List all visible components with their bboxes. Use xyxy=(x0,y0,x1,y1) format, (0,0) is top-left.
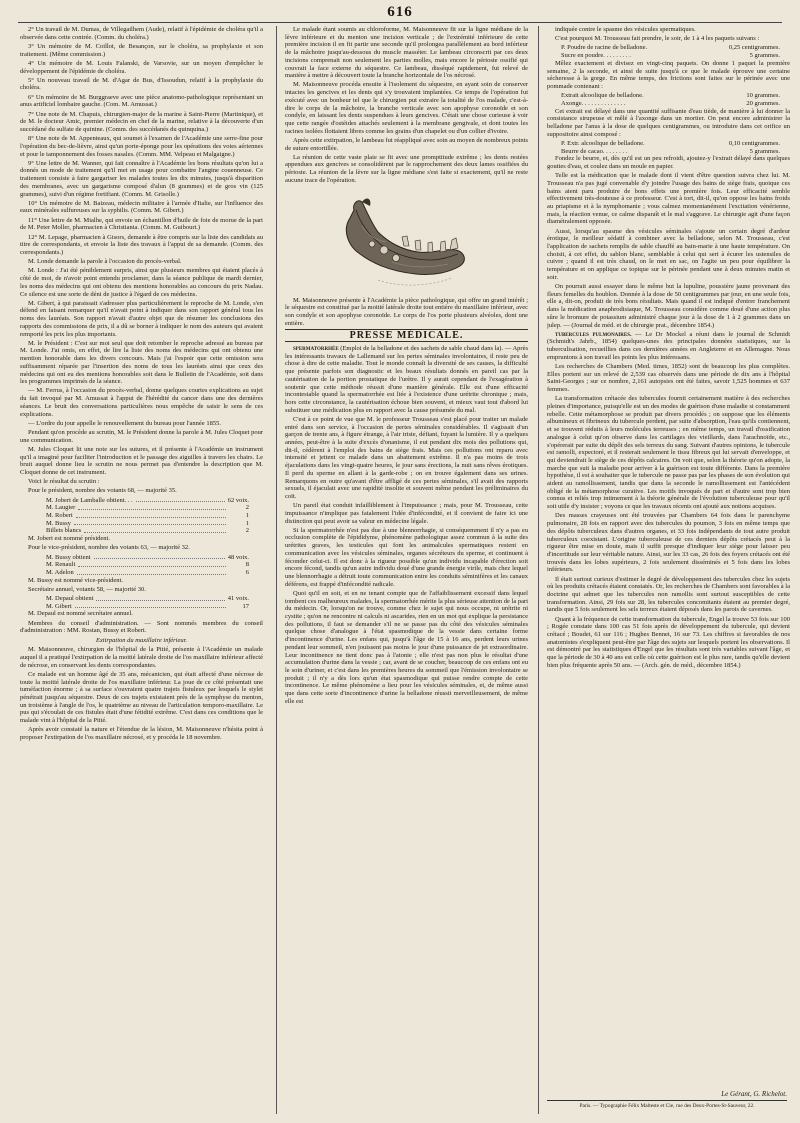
paragraph: 7° Une note de M. Chapuis, chirurgien-major de la marine à Saint-Pierre (Martinique), et de M. le docteur Amic, premier médecin en chef de la marine, relative à la découverte d'un succédané du sulfate de quinine. (Comm. des succédanés du quinquina.) xyxy=(20,110,263,133)
paragraph: 4° Un mémoire de M. Louis Falanski, de Varsovie, sur un moyen d'empêcher le développement de l'épidémie de choléra. xyxy=(20,59,263,75)
paragraph: M. Depaul est nommé secrétaire annuel. xyxy=(28,610,133,618)
vote-row xyxy=(20,603,263,611)
column-2 xyxy=(285,26,528,1116)
formula-line xyxy=(547,52,790,60)
paragraph: indiquée contre le spasme des vésicules spermatiques. xyxy=(555,26,696,33)
vote-count: 41 voix. xyxy=(227,595,249,603)
paragraph xyxy=(547,331,790,362)
formula-dose: 5 grammes. xyxy=(749,52,780,60)
vote-name: Billets blancs xyxy=(46,527,82,535)
paragraph: C'est à ce point de vue que M. le professeur Trousseau s'est placé pour traiter un malade entré dans son service, à l'occasion de pertes séminales considérables. Il s'agissait d'un garçon de trente ans, à figure étrange, à l'air triste, défiant, fuyant la lumière. Il y a quelques années, peut-être à la suite d'excès d'onanisme, il eut pendant dix mois des pollutions qui, dit-il, cédèrent à l'emploi des bains de siège frais. Mais ces pollutions ont reparu avec intensité et jettent ce malade dans un abattement extrême. Il n'a pas moins de trois éjaculations dans les vingt-quatre heures, le jour sans érections, la nuit sans rêves érotiques. Il perd du sperme en allant à la garde-robe ; on en trouve également dans ses urines. Remarquons en outre qu'avant d'être affligé de ces pertes séminales, s'il avait des rapports sexuels, il éjaculait avec une rapidité insolite et souvent même pendant les préliminaires du coït. xyxy=(285,415,528,500)
formula-dose: 5 grammes. xyxy=(749,147,780,155)
paragraph: Le malade étant soumis au chloroforme, M. Maisonneuve fit sur la ligne médiane de la lèvre inférieure et du menton une incision verticale ; de l'extrémité inférieure de cette première incision il en fit partir une seconde qu'il prolongea parallèlement au bord inférieur de la mâchoire jusqu'au-dessous du muscle masséter. Le lambeau circonscrit par ces deux incisions comprenait non seulement les parties molles, mais encore le périoste ossifié qui couvrait la face externe du séquestre. Ce lambeau, disséqué rapidement, fut relevé de manière à mettre à découvert toute la branche horizontale de l'os nécrosé. xyxy=(285,26,528,80)
article-text: (Emploi de la belladone et des sachets de sable chaud dans la). — Après les intéressants travaux de Lallemand sur les pertes séminales involontaires, il reste peu de chose à dire de cette maladie. Tout le monde connaît la diversité de ses causes, la difficulté que présente parfois son diagnostic et les beaux résultats donnés en pareil cas par la cautérisation de la portion prostatique de l'urètre. Il y aurait cependant de l'exagération à soutenir que cette méthode réussit d'une manière générale. Elle est d'une efficacité incontestable quand la spermatorrhée est liée à l'existence d'une urétrite chronique ; mais, hors cette circonstance, la cautérisation échoue bien souvent, et mieux vaut tout d'abord lui substituer une médication plus en rapport avec la cause présumée du mal. xyxy=(285,345,528,414)
paragraph: La réunion de cette vaste plaie se fit avec une promptitude extrême ; les dents restées appendues aux gencives se consolidèrent par le rapprochement des deux lames ossifiées du périoste. La réunion de la lèvre sur la ligne médiane s'est faite si exactement, qu'il ne reste aucune trace de l'opération. xyxy=(285,153,528,184)
formula-line xyxy=(547,92,790,100)
paragraph: 9° Une lettre de M. Wanner, qui fait connaître à l'Académie les bons résultats qu'on lui a donnés un mode de traitement qu'il met en usage pour combattre l'angine couenneuse. Ce traitement consiste à faire gargariser les malades toutes les dix minutes, jusqu'à disparition des membranes, avec un gargarisme composé d'alun (8 grammes) et de gros vin (125 grammes), suivi d'un régime fortifiant. (Comm. M. Grisolle.) xyxy=(20,159,263,198)
paragraph: M. Jobert est nommé président. xyxy=(28,535,110,543)
paragraph: M. Maisonneuve procéda ensuite à l'isolement du séquestre, en ayant soin de conserver intactes les gencives et les dents qui s'y trouvaient implantées. Ce temps de l'opération fut exécuté avec un bonheur tel que le chirurgien put extraire la totalité de l'os malade, c'est-à-dire le corps de la mâchoire, la branche verticale avec son apophyse coronoïde et son condyle, en laissant les dents suspendues à leurs gencives. C'était une chose curieuse à voir que cette rangée d'ostéides attachés seulement à la membrane gengivale, et dont toutes les racines isolées flottaient libres comme les grains d'un chapelet ou d'un collier d'ivoire. xyxy=(285,81,528,135)
paragraph: Il était surtout curieux d'estimer le degré de développement des tubercules chez les sujets où les produits crétacés étaient constatés. Or, les recherches de Chambers sont favorables à la doctrine qui admet que les tubercules non ramollis sont surtout susceptibles de cette transformation. Ainsi, 29 fois sur 28, les tubercules concomitants étaient au premier degré, tandis que 5 fois seulement les sels terreux étaient déposés dans les parois de cavernes. xyxy=(547,575,790,614)
paragraph xyxy=(285,345,528,414)
paragraph: Aussi, lorsqu'au spasme des vésicules séminales s'ajoute un certain degré d'ardeur érotique, le meilleur sédatif à combiner avec la belladone, selon M. Trousseau, c'est l'application de sachets remplis de sable chauffé au bain-marie à une haute température. On choisit, à cet effet, du sablon blanc, semblable à celui qui sert à écurer les ustensiles de cuivre ; quand il est très chaud, on le met en sac, on l'agite un peu pour équilibrer la température et on applique ce topique sur le périnée pendant une à deux minutes matin et soir. xyxy=(547,227,790,281)
vote-name: M. Robert xyxy=(46,511,73,519)
vote-name: M. Renault xyxy=(46,561,76,569)
paragraph: 10° Un mémoire de M. Baizeau, médecin militaire à l'armée d'Italie, sur l'influence des eaux minérales sulfureuses sur la syphilis. (Comm. M. Gibert.) xyxy=(20,199,263,215)
paragraph: Fondez le beurre, et, dès qu'il est un peu refroidi, ajoutez-y l'extrait délayé dans quelques gouttes d'eau, et coulez dans un moule en papier. xyxy=(547,155,790,170)
jawbone-engraving xyxy=(332,188,482,294)
paragraph: Pendant qu'on procède au scrutin, M. le Président donne la parole à M. Jules Cloquet pour une communication. xyxy=(20,428,263,444)
vote-name: M. Laugier xyxy=(46,504,76,512)
vote-table-president xyxy=(20,497,263,536)
formula-ingredient: Axonge. . . . . . . . . . . . . . xyxy=(561,99,626,107)
vote-table-secretary xyxy=(20,595,263,610)
formula-ingredient: Extrait alcoolique de belladone. xyxy=(561,92,644,100)
column-1 xyxy=(20,26,263,1116)
formula-ingredient: Beurre de cacao. . . . . . . . xyxy=(561,147,628,155)
formula-dose: 20 grammes. xyxy=(746,99,780,107)
formula xyxy=(547,44,790,59)
formula-line xyxy=(547,100,790,108)
vote-name: M. Bussy xyxy=(46,519,71,527)
formula-line xyxy=(547,44,790,52)
paragraph: Après cette extirpation, le lambeau fut réappliqué avec soin au moyen de nombreux points de suture entortillée. xyxy=(285,136,528,152)
paragraph: 8° Une note de M. Appenteaux, qui soumet à l'examen de l'Académie une serre-fine pour l'opération du bec-de-lièvre, ainsi qu'un porte-éponge pour les opérations des voies aériennes et pour le tamponnement des fosses nasales. (Comm. MM. Velpeau et Malgaigne.) xyxy=(20,135,263,158)
top-rule xyxy=(18,22,782,23)
paragraph: Secrétaire annuel, votants 58, — majorité 30. xyxy=(28,585,146,593)
dot-leader xyxy=(78,504,226,510)
manager-signature: Le Gérant, G. Richelot. xyxy=(721,1090,787,1098)
dot-leader xyxy=(78,561,226,567)
vote-row xyxy=(20,504,263,512)
paragraph: 5° Un nouveau travail de M. d'Agar de Bus, d'Issoudun, relatif à la prophylaxie du choléra. xyxy=(20,76,263,92)
vote-count: 17 xyxy=(242,602,249,610)
dot-leader xyxy=(76,512,226,518)
formula-line xyxy=(547,140,790,148)
paragraph: M. Bussy est nommé vice-président. xyxy=(28,576,123,584)
formula-ingredient: Sucre en poudre. . . . . . . . . xyxy=(561,52,631,60)
dot-leader xyxy=(75,603,226,609)
dot-leader xyxy=(77,569,226,575)
vote-row xyxy=(20,561,263,569)
column-divider xyxy=(276,26,277,1114)
paragraph: La transformation crétacée des tubercules fournit certainement matière à des recherches pleines d'importance, puisqu'elle est un des modes de guérison d'une maladie si constamment rebelle. Cette métamorphose se produit par divers procédés ; on suppose que les éléments albumineux et fibrineux du tubercule perdent, par suite d'absorption, l'eau qu'ils contiennent, et se trouvent réduits à leurs molécules terreuses ; en même temps, un travail d'ossification analogue à celui qu'on observe dans les cartilages des vieillards, dans l'arachnoïde, etc., s'opérerait par suite du dépôt des sels terreux du sang. Suivant d'autres opinions, le tubercule est ramolli, expectoré, et il resterait seulement le tissu fibreux qui lui servait d'enveloppe, et qui deviendrait le siège de ces dépôts calcaires. On voit que, selon la théorie qu'on adopte, la marche que suit la maladie pour arriver à la guérison est toute différente. Dans la première hypothèse, il est à souhaiter que le tubercule ne passe pas par les phases de son évolution qui aident au ramollissement, tandis que dans la seconde le ramollissement est l'antécédent obligé de la métamorphose curative. Les motifs invoqués de part et d'autre sont trop bien connus et reliés trop intimement à la théorie générale de l'évolution tuberculeuse pour qu'il soit utile d'y insister ; voyons ce que les travaux récents ont ajouté aux notions acquises. xyxy=(547,395,790,511)
paragraph: — M. Ferrus, à l'occasion du procès-verbal, donne quelques courtes explications au sujet du fait invoqué par M. Amussat à l'appui de l'hérédité du cancer dans une des dernières séances. Le bruit des conversations particulières nous empêche de saisir le sens de ces explications. xyxy=(20,387,263,418)
paragraph: Les recherches de Chambers (Med. times, 1852) sont de beaucoup les plus complètes. Elles portent sur un relevé de 2,539 cas observés dans une période de dix ans à l'hôpital Saint-Georges ; sur ce nombre, 2,161 autopsies ont été faites, savoir 1,525 hommes et 637 femmes. xyxy=(547,363,790,394)
column-divider xyxy=(538,26,539,1114)
paragraph: Ce malade est un homme âgé de 35 ans, mécanicien, qui était affecté d'une nécrose de toute la moitié latérale droite de l'os maxillaire inférieur. La joue de ce côté présentait une tuméfaction énorme ; à sa surface s'ouvraient quatre trajets fistuleux par lesquels le stylet pénétrait jusqu'au séquestre. Deux de ces trajets existaient près de la symphyse du menton, un troisième à l'angle de l'os, le quatrième au niveau de l'articulation temporo-maxillaire. Le pus qui s'écoulait de ces fistules était d'une fétidité extrême. C'est dans ces conditions que le malade vint à l'hôpital de la Pitié. xyxy=(20,670,263,725)
paragraph: M. Jules Cloquet lit une note sur les sutures, et il présente à l'Académie un instrument qu'il a imaginé pour faciliter l'introduction et le passage des aiguilles à travers les chairs. Le bruit auquel donne lieu le scrutin ne nous permet pas d'entendre la description que M. Cloquet donne de cet instrument. xyxy=(20,445,263,476)
printer-imprint: Paris. — Typographie Félix Malteste et Cie, rue des Deux-Portes-St-Sauveur, 22. xyxy=(579,1103,755,1109)
article-text: — Le Dr Mockel a réuni dans le journal de Schmidt (Schmidt's Jahrb., 1854) quelques-unes des principales données statistiques, sur la tuberculisation, recueillies dans ces dernières années en Angleterre et en Allemagne. Nous empruntons à son travail les points les plus intéressans. xyxy=(547,330,790,361)
formula-dose: 0,10 centigrammes. xyxy=(728,139,780,147)
page-number: 616 xyxy=(387,4,413,20)
paragraph: 11° Une lettre de M. Mialhe, qui envoie un échantillon d'huile de foie de morue de la part de M. Peter Moller, pharmacien à Christiania. (Comm. M. Guibourt.) xyxy=(20,216,263,232)
formula xyxy=(547,92,790,107)
paragraph: M. Londe demande la parole à l'occasion du procès-verbal. xyxy=(28,258,182,266)
paragraph: Cet extrait est délayé dans une quantité suffisante d'eau tiède, de manière à lui donner la consistance sirupeuse et mêlé à l'axonge dans un mortier. On peut encore administrer la belladone par l'anus à la dose de quelques centigrammes, ou introduire dans cet orifice un suppositoire ainsi composé : xyxy=(547,107,790,138)
vote-name: M. Bussy obtient xyxy=(46,553,91,561)
formula-dose: 10 grammes. xyxy=(746,92,780,100)
paragraph: M. Maisonneuve, chirurgien de l'hôpital de la Pitié, présente à l'Académie un malade auquel il a pratiqué l'extirpation de la moitié latérale droite de l'os maxillaire inférieur affecté de nécrose, en conservant les dents correspondantes. xyxy=(20,646,263,669)
vote-count: 2 xyxy=(245,527,249,535)
vote-name: M. Gibert xyxy=(46,602,72,610)
vote-row xyxy=(20,520,263,528)
paragraph: Mêlez exactement et divisez en vingt-cinq paquets. On donne 1 paquet la première semaine, 2 la seconde, et ainsi de suite jusqu'à ce que le malade éprouve une certaine sécheresse à la gorge. En même temps, des frictions sont faites sur le périnée avec une pommade contenant : xyxy=(547,59,790,90)
section-title: PRESSE MÉDICALE. xyxy=(349,330,464,342)
paragraph: M. Gibert, à qui paraissait s'adresser plus particulièrement le reproche de M. Londe, s'en défend en faisant remarquer qu'il n'avait point à indiquer dans son rapport général tous les noms des lauréats. Son rapport n'avait d'autre objet que de résumer les conclusions des rapports des commissions de prix, il a dû se borner à indiquer le nom des auteurs qui avaient remporté les prix les plus importants. xyxy=(20,299,263,338)
vote-count: 62 voix. xyxy=(227,496,249,504)
vote-row xyxy=(20,554,263,562)
vote-row xyxy=(20,497,263,505)
formula-line xyxy=(547,148,790,156)
paragraph: 12° M. Lepage, pharmacien à Gisors, demande à être compris sur la liste des candidats au titre de correspondants, et envoie la liste des travaux à l'appui de sa demande. (Comm. des correspondants.) xyxy=(20,233,263,256)
formula xyxy=(547,140,790,155)
section-rule xyxy=(285,341,528,342)
vote-count: 6 xyxy=(245,568,249,576)
dot-leader xyxy=(136,497,225,503)
dot-leader xyxy=(96,595,224,601)
vote-name: M. Jobert de Lamballe obtient. . . xyxy=(46,496,133,504)
vote-count: 1 xyxy=(245,519,249,527)
paragraph: Membres du conseil d'administration. — Sont nommés membres du conseil d'administration : MM. Rostan, Bussy et Robert. xyxy=(20,619,263,635)
vote-row xyxy=(20,512,263,520)
dot-leader xyxy=(84,527,226,533)
formula-ingredient: P. Extr. alcoolique de belladone. xyxy=(561,139,645,147)
subheading: Extirpation du maxillaire inférieur. xyxy=(95,636,188,644)
paragraph: M. Maisonneuve présente à l'Académie la pièce pathologique, qui offre un grand intérêt ; le séquestre est constitué par la moitié latérale droite tout entière du maxillaire inférieur, avec son condyle et son apophyse coronoïde. Le corps de l'os porte plusieurs alvéoles, dont une entière. xyxy=(285,296,528,327)
paragraph: Quant à la fréquence de cette transformation du tubercule, Engel la trouve 53 fois sur 100 ; Rogée constate dans 100 cas 51 fois après de développement du tubercule, qui devient crétacé ; Boudet, 61 sur 116 ; Hughes Bennet, 16 sur 73. Les chiffres si favorables de nos anatomistes s'expliquent peut-être par l'âge des sujets sur lesquels portent les observations. Il est démontré par les statistiques d'Engel que les résultats sont très variables suivant l'âge, et que la période de 30 à 40 ans est celle où cette guérison est le plus rare, tandis qu'elle devient bien plus fréquente après 50 ans. — (Arch. gén. de méd., décembre 1854.) xyxy=(547,615,790,669)
paragraph: C'est pourquoi M. Trousseau fait prendre, le soir, de 1 à 4 les paquets suivans : xyxy=(555,35,760,43)
dot-leader xyxy=(94,554,225,560)
article-lead: tubercules pulmonaires. xyxy=(555,330,632,338)
paragraph: 3° Un mémoire de M. Coillot, de Besançon, sur le choléra, sa prophylaxie et son traitement. (Même commission.) xyxy=(20,42,263,58)
vote-row xyxy=(20,527,263,535)
vote-count: 2 xyxy=(245,504,249,512)
paragraph: 6° Un mémoire de M. Burggraeve avec une pièce anatomo-pathologique représentant un anus artificiel lombaire gauche. (Com. M. Amussat.) xyxy=(20,93,263,109)
dot-leader xyxy=(74,520,226,526)
paragraph: M. Londe : J'ai été péniblement surpris, ainsi que plusieurs membres qui étaient placés à côté de moi, de n'avoir point entendu proclamer, dans la séance publique de mardi dernier, les noms des médecins qui ont obtenu des mentions honorables au concours du prix Nadau. Ce silence est une sorte de déni de justice à l'égard de ces médecins. xyxy=(20,267,263,298)
paragraph: Telle est la médication que le malade dont il vient d'être question suivra chez lui. M. Trousseau n'a pas jugé convenable d'y joindre l'usage des bains de siège frais, quoique ces bains aient paru produire de bons effets une première fois. Leur efficacité semble effectivement très-douteuse à ce professeur. C'est à tort, dit-il, qu'on oppose les bains froids au priapisme et à la nymphomanie ; vous calmez momentanément l'excitation vénérienne, mais, la réaction venue, ce calme disparaît et le mal s'aggrave. Le chirurgie agit d'une façon diamétralement opposée. xyxy=(547,172,790,226)
vote-count: 48 voix. xyxy=(227,553,249,561)
paragraph: Des masses crayeuses ont été trouvées par Chambers 64 fois dans le parenchyme pulmonaire, 28 fois en rapport avec des tubercules du poumon, 3 fois en même temps que des dépôts tuberculeux dans d'autres organes, et 33 fois indépendants de tout autre produit tuberculeux coexistant. L'origine tuberculeuse de ces derniers dépôts crétacés peut à la rigueur être mise en doute, mais il suffit presque d'indiquer leur siège pour laisser peu d'incertitude sur leur véritable nature. Ainsi, sur les 33 cas, 26 fois des foyers crétacés ont été trouvés dans les lobes supérieurs, 2 fois seulement disséminés et 5 fois dans les lobes inférieurs. xyxy=(547,512,790,574)
paragraph: Pour le président, nombre des votants 68, — majorité 35. xyxy=(28,487,177,495)
formula-dose: 0,25 centigrammes. xyxy=(728,44,780,52)
paragraph: 2° Un travail de M. Dumas, de Villegailhem (Aude), relatif à l'épidémie de choléra qu'il a observée dans cette contrée. (Comm. du choléra.) xyxy=(20,26,263,41)
paragraph: Voici le résultat du scrutin : xyxy=(28,478,100,486)
jawbone-illustration xyxy=(285,188,528,294)
footer-rule xyxy=(547,1100,787,1101)
paragraph: Pour le vice-président, nombre des votants 63, — majorité 32. xyxy=(28,544,190,552)
paragraph: Après avoir constaté la nature et l'étendue de la lésion, M. Maisonneuve n'hésita point à proposer l'extirpation de l'os maxillaire nécrosé, et y procéda le 18 novembre. xyxy=(20,726,263,741)
formula-ingredient: P. Poudre de racine de belladone. xyxy=(561,44,648,52)
paragraph: Quoi qu'il en soit, et en ne tenant compte que de l'affaiblissement excessif dans lequel tombent ces malheureux malades, la spermatorrhée mérite la plus sérieuse attention de la part du médecin. Or, lorsqu'on ne trouve, comme chez le sujet qui nous occupe, ni urétrite ni cystite ; qu'on ne rencontre ni calculs ni ascarides, rien en un mot qui explique la persistance des pollutions, il faut se demander s'il ne se passe pas du côté des vésicules séminales quelque chose d'analogue à l'état spasmodique de la vessie dans certaine forme d'incontinence d'urine. Les enfans qui, jusqu'à l'âge de 15 à 16 ans, perdent leurs urines pendant leur sommeil, n'en jouissent pas moins le jour d'une puissance de jet extraordinaire. Leur incontinence ne tient donc pas à l'atonie ; elle n'est pas non plus le résultat d'une accumulation d'urine dans la vessie ; car, avant de se coucher, beaucoup de ces enfans ont eu le soin d'uriner, et c'est dans les premières heures du sommeil que l'émission involontaire se produit ; il n'y a dès lors qu'un état spasmodique qui puisse rendre compte de cette incontinence. Le même phénomène a lieu pour les vésicules séminales, et, de même aussi que dans cette sorte d'incontinence d'urine la belladone réussit merveilleusement, de même elle est xyxy=(285,589,528,705)
paragraph: Si la spermatorrhée n'est pas due à une blennorrhagie, si conséquemment il n'y a pas eu occlusion complète de l'épididyme, phénomène pathologique assez commun à la suite des urétrites graves, les testicules qui font les animalcules spermatiques restent en communication avec les vésicules séminales, organes sécréteurs du sperme, et continuent à féconder celui-ci. Il est donc à la rigueur possible qu'un individu incapable d'érection soit encore fécond, tandis qu'un autre individu doué d'une grande énergie virile, mais chez lequel une blennorrhagie a détruit toute communication entre les conduits séminifères et les canaux déférens, est frappé d'infécondité radicale. xyxy=(285,526,528,588)
paragraph: — L'ordre du jour appelle le renouvellement du bureau pour l'année 1855. xyxy=(28,419,221,427)
vote-count: 1 xyxy=(245,511,249,519)
vote-table-vice-president xyxy=(20,554,263,577)
paragraph: Un pareil état conduit infailliblement à l'impuissance ; mais, pour M. Trousseau, cette impuissance n'implique pas fatalement l'idée d'infécondité, et il convient de faire ici une distinction qui peut avoir sa valeur en médecine légale. xyxy=(285,502,528,525)
paragraph: M. le Président : C'est sur moi seul que doit retomber le reproche adressé au bureau par M. Londe. J'ai omis, en effet, de lire la liste des noms des médecins qui ont obtenu une mention honorable dans les divers concours. Mais j'ai l'espoir que cette omission sera suffisamment réparée par l'insertion des noms de tous les lauréats ainsi que ceux des médecins qui ont eu des mentions honorables soit dans le Bulletin de l'Académie, soit dans les programmes imprimés de la séance. xyxy=(20,339,263,386)
article-lead: spermatorrhée xyxy=(293,345,339,353)
vote-row xyxy=(20,595,263,603)
vote-name: M. Depaul obtient xyxy=(46,595,94,603)
paragraph: On pourrait aussi essayer dans le même but la lupuline, poussière jaune provenant des fleurs femelles du houblon. Donnée à la dose de 50 centigrammes par jour, en une seule fois, elle a, dit-on, produit de très bons résultats. Mais quand il est indiqué d'entrer franchement dans la médication anaphrodisiaque, M. Trousseau considère comme doué d'une action plus sûre le bromure de potassium administré chaque jour à la dose de 1 à 2 grammes dans un julep. — (Journal de méd. et de chirurgie prat., décembre 1854.) xyxy=(547,283,790,329)
column-3 xyxy=(547,26,790,1088)
vote-name: M. Adelon xyxy=(46,568,74,576)
vote-row xyxy=(20,569,263,577)
vote-count: 8 xyxy=(245,561,249,569)
